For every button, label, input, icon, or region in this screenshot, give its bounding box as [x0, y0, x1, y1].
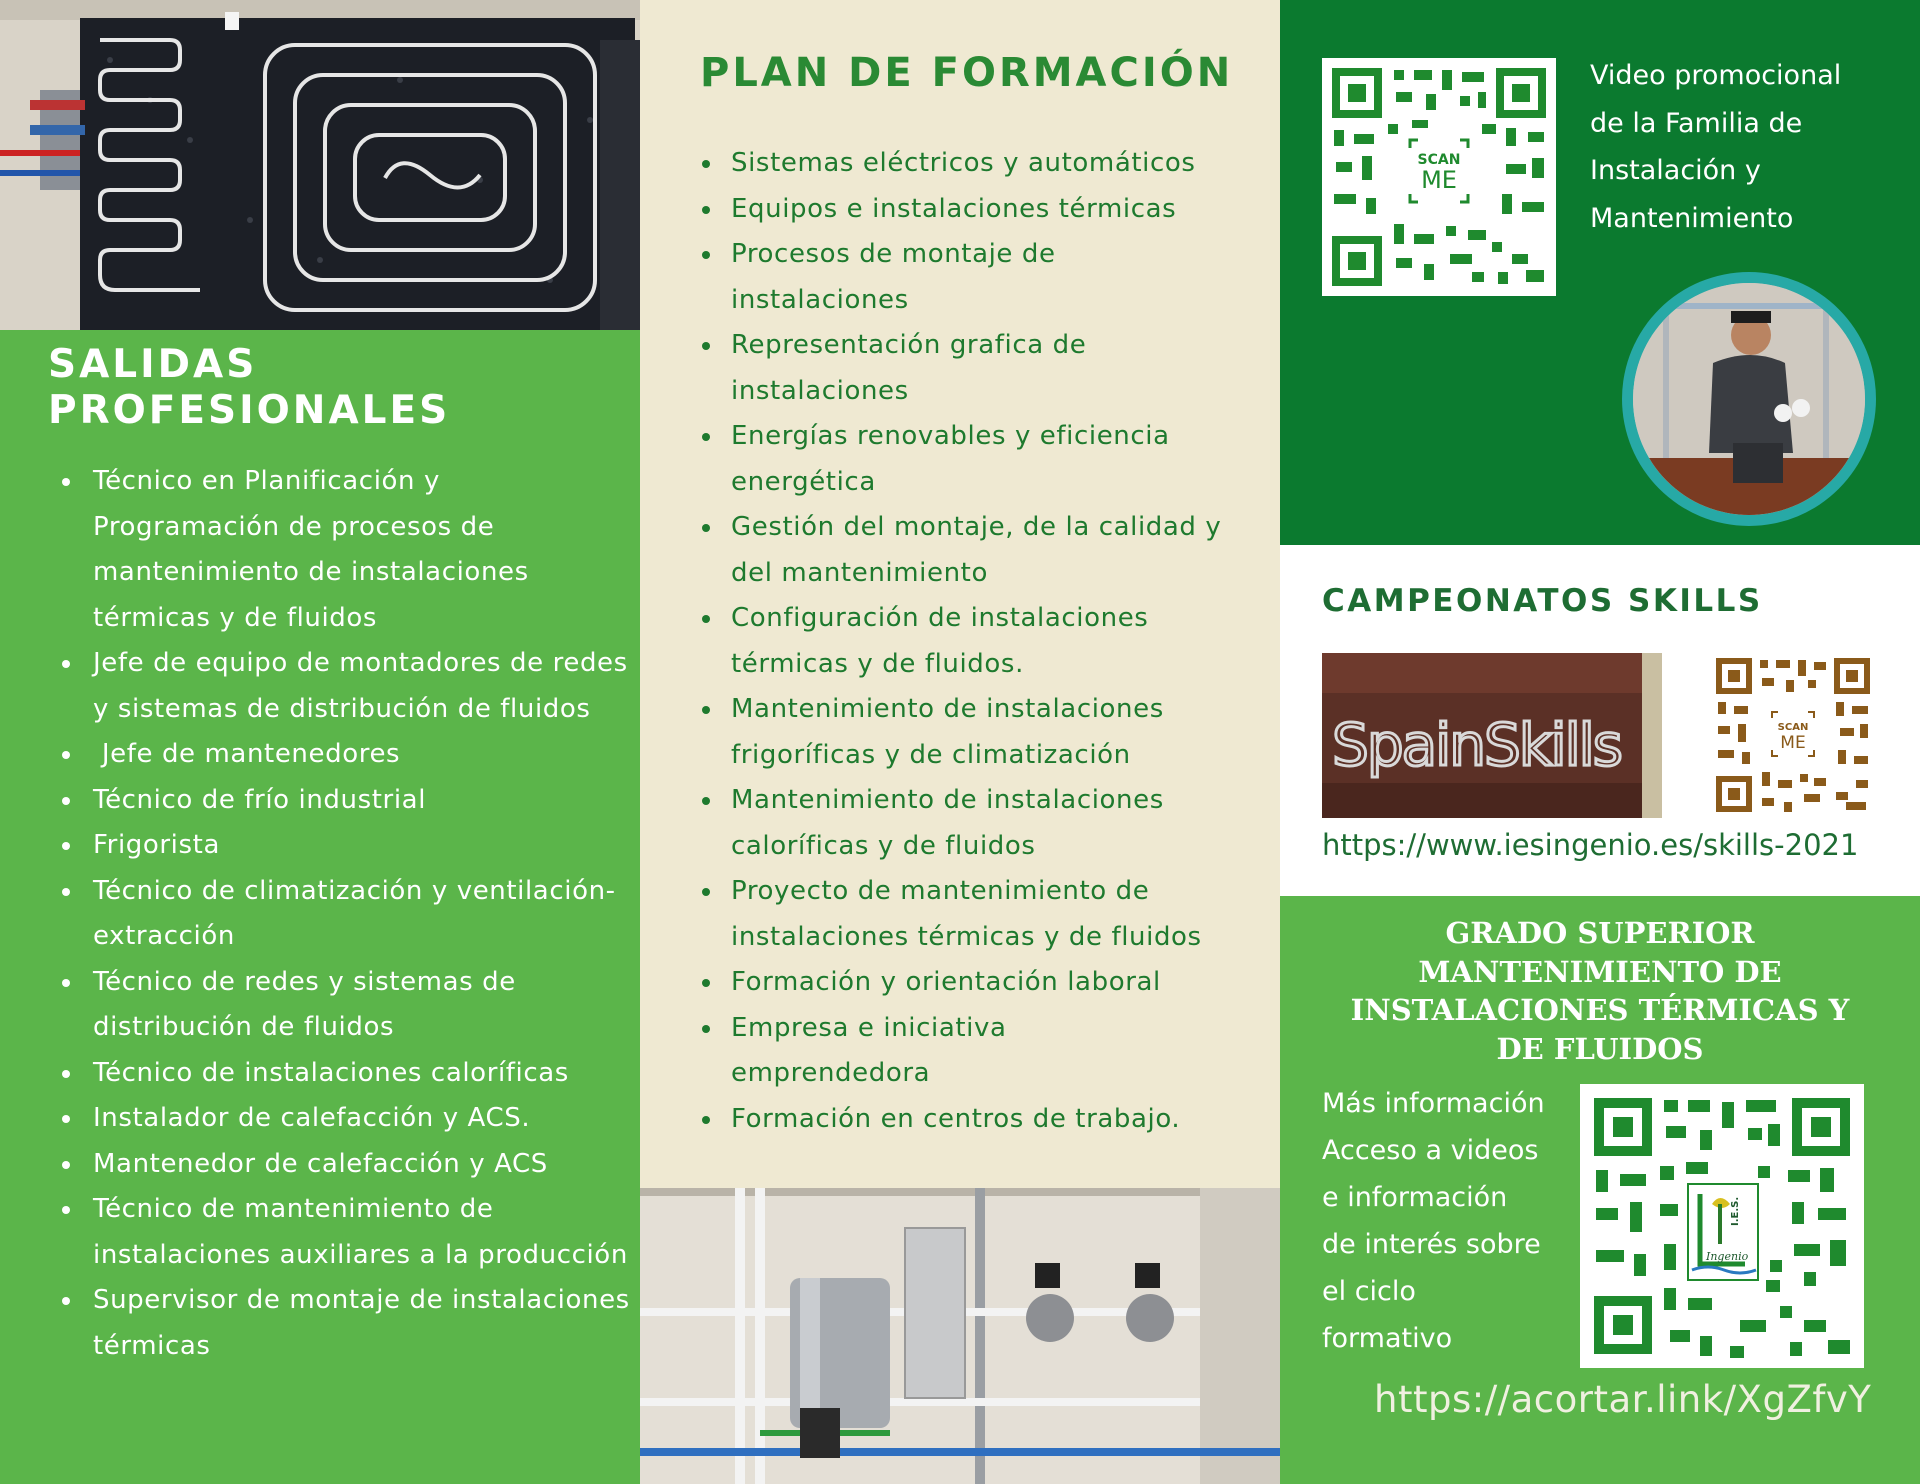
video-panel [1280, 0, 1920, 545]
grado-title-line: DE FLUIDOS [1496, 1031, 1704, 1066]
salidas-item: Técnico de instalaciones caloríficas [62, 1051, 632, 1097]
skills-qr-code[interactable] [1710, 652, 1876, 818]
info-line: el ciclo [1322, 1276, 1416, 1307]
plan-item: Sistemas eléctricos y automáticos [700, 141, 1280, 187]
plan-column [640, 0, 1280, 1484]
plan-item: Energías renovables y eficiencia energética [700, 414, 1220, 505]
video-text-line: Video promocional [1590, 60, 1842, 91]
info-line: e información [1322, 1182, 1508, 1213]
salidas-item: Supervisor de montaje de instalaciones térmicas [62, 1278, 632, 1369]
plan-item: Mantenimiento de instalaciones frigoríficas y de climatización [700, 687, 1220, 778]
acortar-link[interactable]: https://acortar.link/XgZfvY [1374, 1378, 1872, 1421]
grado-title-line: GRADO SUPERIOR [1445, 916, 1755, 950]
salidas-item: Frigorista [62, 823, 632, 869]
salidas-item: Técnico de climatización y ventilación-extracción [62, 869, 632, 960]
salidas-item: Jefe de equipo de montadores de redes y sistemas de distribución de fluidos [62, 641, 632, 732]
plan-item: Formación en centros de trabajo. [700, 1097, 1280, 1143]
info-line: Acceso a videos [1322, 1135, 1539, 1166]
plan-item: Mantenimiento de instalaciones caloríficas y de fluidos [700, 778, 1220, 869]
salidas-item: Técnico de redes y sistemas de distribución de fluidos [62, 960, 632, 1051]
student-photo-circle [1622, 272, 1876, 526]
info-line: de interés sobre [1322, 1229, 1541, 1260]
plan-list [700, 141, 1280, 1142]
grado-title [1320, 914, 1880, 1068]
salidas-item: Instalador de calefacción y ACS. [62, 1096, 632, 1142]
right-column [1280, 0, 1920, 1484]
scan-me-bottom-text: ME [1421, 166, 1457, 194]
video-promo-text [1590, 52, 1890, 242]
plan-item: Formación y orientación laboral [700, 960, 1280, 1006]
grado-title-line: INSTALACIONES TÉRMICAS Y [1350, 993, 1850, 1027]
info-line: Más información [1322, 1088, 1545, 1119]
more-info-text [1322, 1080, 1567, 1362]
plan-item: Equipos e instalaciones térmicas [700, 187, 1280, 233]
logo-text: I.E.S. [1730, 1196, 1741, 1226]
salidas-list [62, 459, 632, 1369]
plan-item: Representación grafica de instalaciones [700, 323, 1130, 414]
salidas-item: Técnico de mantenimiento de instalaciones auxiliares a la producción [62, 1187, 632, 1278]
scan-me-top-text-2: SCAN [1777, 722, 1809, 733]
spainskills-sign-text: SpainSkills [1332, 711, 1622, 779]
skills-title: CAMPEONATOS SKILLS [1322, 583, 1763, 619]
info-line: formativo [1322, 1323, 1453, 1354]
logo-name: Ingenio [1706, 1250, 1749, 1263]
salidas-title-line-1: SALIDAS [48, 342, 258, 387]
video-qr-code[interactable] [1322, 58, 1556, 296]
underfloor-heating-photo [0, 0, 640, 330]
spainskills-sign-photo [1322, 653, 1662, 818]
skills-link[interactable]: https://www.iesingenio.es/skills-2021 [1322, 828, 1859, 862]
boiler-installation-photo [640, 1188, 1280, 1484]
plan-item: Gestión del montaje, de la calidad y del mantenimiento [700, 505, 1240, 596]
video-text-line: Mantenimiento [1590, 202, 1794, 234]
plan-item: Configuración de instalaciones térmicas y de fluidos. [700, 596, 1220, 687]
plan-item: Empresa e iniciativa emprendedora [700, 1006, 1080, 1097]
scan-me-top-text: SCAN [1417, 152, 1461, 168]
salidas-column [0, 0, 640, 1484]
plan-item: Procesos de montaje de instalaciones [700, 232, 1080, 323]
salidas-item: Técnico en Planificación y Programación de procesos de mantenimiento de instalaciones térmicas y de fluidos [62, 459, 632, 641]
plan-item: Proyecto de mantenimiento de instalaciones térmicas y de fluidos [700, 869, 1240, 960]
plan-title: PLAN DE FORMACIÓN [700, 50, 1234, 96]
salidas-title-line-2: PROFESIONALES [48, 388, 451, 433]
salidas-item: Jefe de mantenedores [62, 732, 632, 778]
salidas-item: Mantenedor de calefacción y ACS [62, 1142, 632, 1188]
video-text-line: Instalación y [1590, 155, 1761, 186]
ciclo-qr-code[interactable] [1580, 1084, 1864, 1368]
salidas-item: Técnico de frío industrial [62, 778, 632, 824]
video-text-line: de la Familia de [1590, 107, 1803, 139]
grado-panel [1280, 896, 1920, 1484]
scan-me-bottom-text-2: ME [1780, 733, 1806, 753]
grado-title-line: MANTENIMIENTO DE [1418, 954, 1782, 989]
salidas-title [48, 342, 450, 434]
